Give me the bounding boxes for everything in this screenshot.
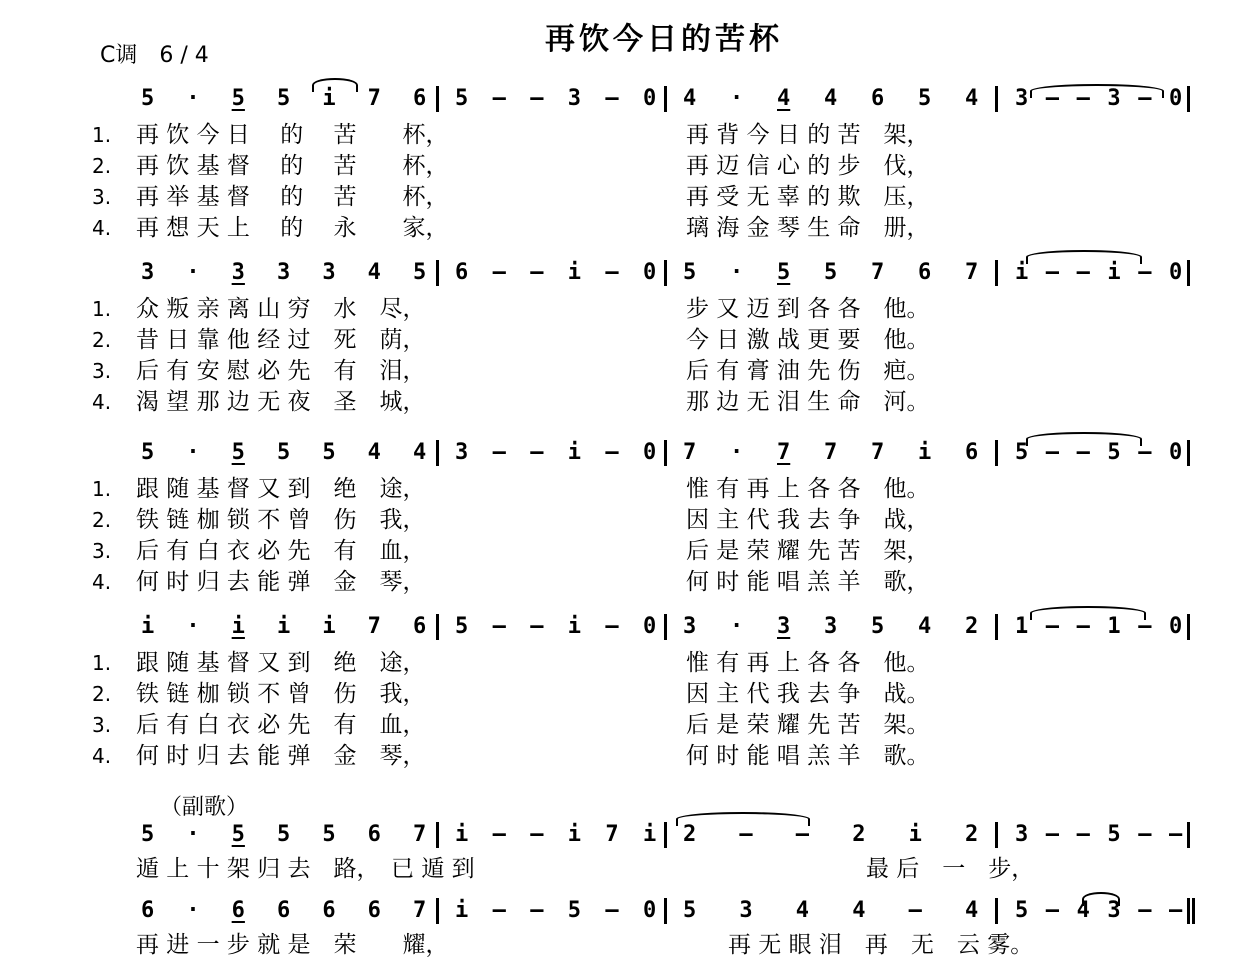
note: i	[322, 86, 336, 111]
tie-arc	[1026, 432, 1142, 446]
note: i	[567, 440, 582, 465]
verse-number: 2.	[92, 154, 112, 178]
note: 4	[965, 898, 979, 923]
dash-note: —	[605, 898, 619, 923]
lyric-line-first-half: 再 饮 基 督 的 苦 杯，	[136, 153, 449, 179]
note: 5	[777, 260, 791, 285]
barline	[436, 86, 439, 112]
lyric-line-second-half: 何 时 能 唱 羔 羊 歌，	[686, 569, 930, 595]
note: 7	[824, 440, 838, 465]
note: 4	[824, 86, 838, 111]
note: 2	[852, 822, 866, 847]
verse-number: 4.	[92, 216, 112, 240]
lyric-line-second-half: 惟 有 再 上 各 各 他。	[686, 650, 930, 676]
note: 3	[683, 614, 697, 639]
verse-number: 2.	[92, 682, 112, 706]
note: 3	[231, 260, 245, 285]
dot-note: ·	[186, 440, 200, 465]
verse-number: 3.	[92, 359, 112, 383]
note: 1	[1107, 614, 1121, 639]
note: 0	[1169, 260, 1183, 285]
notation-row	[0, 820, 1238, 852]
note: i	[918, 440, 932, 465]
chorus-lyric-1b: 最 后 一 步，	[866, 856, 1035, 882]
barline	[664, 898, 667, 924]
dash-note: —	[1076, 440, 1090, 465]
note: i	[567, 822, 582, 847]
lyric-line-first-half: 跟 随 基 督 又 到 绝 途，	[136, 476, 426, 502]
note: 5	[231, 440, 245, 465]
note: 6	[965, 440, 979, 465]
note: i	[322, 614, 336, 639]
note: 2	[683, 822, 697, 847]
note: 5	[141, 822, 155, 847]
dash-note: —	[1169, 898, 1183, 923]
note: 4	[413, 440, 427, 465]
barline	[436, 440, 439, 466]
dash-note: —	[1138, 440, 1152, 465]
note: 7	[777, 440, 791, 465]
lyric-line-first-half: 何 时 归 去 能 弹 金 琴，	[136, 569, 426, 595]
barline	[436, 260, 439, 286]
lyric-line-second-half: 因 主 代 我 去 争 战。	[686, 681, 930, 707]
tie-arc	[1030, 606, 1146, 620]
chorus-lyric-2a: 再 进 一 步 就 是 荣 耀，	[136, 932, 449, 958]
barline	[995, 86, 998, 112]
dash-note: —	[1045, 898, 1060, 923]
lyric-line-second-half: 璃 海 金 琴 生 命 册，	[686, 215, 930, 241]
barline	[1187, 260, 1190, 286]
note: i	[1107, 260, 1121, 285]
note: 4	[367, 440, 381, 465]
dash-note: —	[605, 86, 619, 111]
verse-number: 4.	[92, 744, 112, 768]
verse-number: 3.	[92, 185, 112, 209]
note: i	[643, 822, 657, 847]
dash-note: —	[795, 822, 810, 847]
lyric-line-second-half: 因 主 代 我 去 争 战，	[686, 507, 930, 533]
note: 5	[455, 86, 469, 111]
lyric-line-first-half: 再 举 基 督 的 苦 杯，	[136, 184, 449, 210]
note: i	[908, 822, 922, 847]
dash-note: —	[1076, 86, 1090, 111]
note: 6	[871, 86, 885, 111]
note: 5	[683, 898, 697, 923]
lyric-line-second-half: 今 日 激 战 更 要 他。	[686, 327, 930, 353]
dot-note: ·	[186, 614, 200, 639]
verse-number: 2.	[92, 508, 112, 532]
note: 2	[965, 614, 979, 639]
note: 7	[413, 822, 427, 847]
note: 7	[367, 86, 381, 111]
lyric-line-first-half: 众 叛 亲 离 山 穷 水 尽，	[136, 296, 426, 322]
note: 0	[643, 898, 657, 923]
barline	[436, 614, 439, 640]
note: 3	[277, 260, 291, 285]
lyric-line-second-half: 何 时 能 唱 羔 羊 歌。	[686, 743, 930, 769]
note: 4	[795, 898, 810, 923]
lyric-line-first-half: 后 有 安 慰 必 先 有 泪，	[136, 358, 426, 384]
note: i	[1015, 260, 1029, 285]
note: 5	[141, 86, 155, 111]
lyric-line-second-half: 惟 有 再 上 各 各 他。	[686, 476, 930, 502]
note: 7	[413, 898, 427, 923]
note: i	[455, 822, 469, 847]
barline	[1187, 822, 1190, 848]
lyric-line-first-half: 再 想 天 上 的 永 家，	[136, 215, 449, 241]
note: i	[231, 614, 245, 639]
dash-note: —	[605, 614, 619, 639]
chorus-label: （副歌）	[160, 795, 249, 820]
lyric-line-second-half: 步 又 迈 到 各 各 他。	[686, 296, 930, 322]
verse-number: 4.	[92, 390, 112, 414]
tie-arc	[1030, 84, 1164, 98]
verse-number: 1.	[92, 297, 112, 321]
final-barline	[1187, 898, 1195, 924]
barline	[436, 822, 439, 848]
note: 0	[1169, 614, 1183, 639]
lyric-line-first-half: 铁 链 枷 锁 不 曾 伤 我，	[136, 681, 426, 707]
notation-row	[0, 896, 1238, 928]
lyric-line-first-half: 后 有 白 衣 必 先 有 血，	[136, 712, 426, 738]
note: 4	[852, 898, 866, 923]
dash-note: —	[1138, 260, 1152, 285]
note: 5	[683, 260, 697, 285]
dot-note: ·	[730, 614, 744, 639]
note: 3	[1015, 822, 1029, 847]
note: 2	[965, 822, 979, 847]
note: 5	[231, 822, 245, 847]
note: 0	[1169, 440, 1183, 465]
dash-note: —	[492, 86, 506, 111]
verse-number: 1.	[92, 477, 112, 501]
note: 5	[1015, 440, 1029, 465]
barline	[664, 86, 667, 112]
dash-note: —	[1138, 614, 1152, 639]
note: 3	[739, 898, 753, 923]
dash-note: —	[605, 440, 619, 465]
dash-note: —	[1138, 822, 1152, 847]
note: 5	[1107, 822, 1121, 847]
dash-note: —	[1138, 898, 1152, 923]
lyric-line-second-half: 那 边 无 泪 生 命 河。	[686, 389, 930, 415]
lyric-line-first-half: 何 时 归 去 能 弹 金 琴，	[136, 743, 426, 769]
note: 3	[455, 440, 469, 465]
note: 5	[918, 86, 932, 111]
tie-arc	[1026, 250, 1142, 264]
chorus-lyric-2b: 再 无 眼 泪 再 无 云 雾。	[728, 932, 1034, 958]
lyric-line-second-half: 再 迈 信 心 的 步 伐，	[686, 153, 930, 179]
lyric-line-second-half: 再 背 今 日 的 苦 架，	[686, 122, 930, 148]
note: 3	[824, 614, 838, 639]
dot-note: ·	[730, 440, 744, 465]
note: 3	[567, 86, 582, 111]
note: 5	[413, 260, 427, 285]
barline	[1187, 440, 1190, 466]
dash-note: —	[530, 440, 544, 465]
note: 7	[965, 260, 979, 285]
dash-note: —	[530, 260, 544, 285]
verse-number: 1.	[92, 651, 112, 675]
dot-note: ·	[730, 260, 744, 285]
dash-note: —	[530, 822, 544, 847]
note: 5	[277, 440, 291, 465]
tie-arc	[1082, 892, 1120, 906]
barline	[995, 440, 998, 466]
note: 0	[1169, 86, 1183, 111]
note: 6	[918, 260, 932, 285]
barline	[664, 614, 667, 640]
dash-note: —	[492, 260, 506, 285]
dash-note: —	[1076, 260, 1090, 285]
barline	[1187, 86, 1190, 112]
lyric-line-second-half: 后 有 膏 油 先 伤 疤。	[686, 358, 930, 384]
dash-note: —	[1076, 822, 1090, 847]
dash-note: —	[1138, 86, 1152, 111]
note: 6	[413, 614, 427, 639]
dash-note: —	[1076, 614, 1090, 639]
dot-note: ·	[186, 898, 200, 923]
note: 6	[277, 898, 291, 923]
dot-note: ·	[186, 822, 200, 847]
dash-note: —	[1045, 260, 1060, 285]
dash-note: —	[530, 898, 544, 923]
note: 0	[643, 440, 657, 465]
note: 1	[1015, 614, 1029, 639]
note: i	[567, 614, 582, 639]
note: i	[455, 898, 469, 923]
note: 5	[322, 440, 336, 465]
note: 5	[231, 86, 245, 111]
note: 4	[918, 614, 932, 639]
note: 7	[683, 440, 697, 465]
lyric-line-first-half: 跟 随 基 督 又 到 绝 途，	[136, 650, 426, 676]
note: 3	[1107, 898, 1121, 923]
note: i	[567, 260, 582, 285]
key-signature: C调 6 / 4	[100, 43, 209, 68]
note: 6	[367, 822, 381, 847]
dash-note: —	[492, 898, 506, 923]
verse-number: 2.	[92, 328, 112, 352]
note: 7	[605, 822, 619, 847]
chorus-lyric-1a: 遁 上 十 架 归 去 路， 已 遁 到	[136, 856, 475, 882]
dash-note: —	[1169, 822, 1183, 847]
dot-note: ·	[730, 86, 744, 111]
lyric-line-first-half: 后 有 白 衣 必 先 有 血，	[136, 538, 426, 564]
note: 4	[1076, 898, 1090, 923]
song-title: 再饮今日的苦杯	[545, 22, 783, 57]
tie-arc	[676, 812, 810, 826]
barline	[995, 260, 998, 286]
note: 5	[322, 822, 336, 847]
note: i	[141, 614, 155, 639]
note: 3	[141, 260, 155, 285]
lyric-line-second-half: 再 受 无 辜 的 欺 压，	[686, 184, 930, 210]
note: 4	[777, 86, 791, 111]
verse-number: 3.	[92, 539, 112, 563]
lyric-line-second-half: 后 是 荣 耀 先 苦 架。	[686, 712, 930, 738]
note: 5	[277, 822, 291, 847]
dot-note: ·	[186, 260, 200, 285]
dash-note: —	[530, 614, 544, 639]
tie-arc	[312, 78, 358, 92]
note: 5	[141, 440, 155, 465]
verse-number: 3.	[92, 713, 112, 737]
dot-note: ·	[186, 86, 200, 111]
note: 3	[1107, 86, 1121, 111]
verse-number: 1.	[92, 123, 112, 147]
barline	[995, 822, 998, 848]
note: 3	[322, 260, 336, 285]
dash-note: —	[492, 614, 506, 639]
note: 6	[455, 260, 469, 285]
note: 5	[824, 260, 838, 285]
dash-note: —	[1045, 614, 1060, 639]
note: 3	[1015, 86, 1029, 111]
note: 6	[367, 898, 381, 923]
barline	[995, 614, 998, 640]
note: 3	[777, 614, 791, 639]
barline	[995, 898, 998, 924]
note: 7	[367, 614, 381, 639]
verse-number: 4.	[92, 570, 112, 594]
note: 6	[322, 898, 336, 923]
note: 4	[367, 260, 381, 285]
lyric-line-first-half: 渴 望 那 边 无 夜 圣 城，	[136, 389, 426, 415]
note: 5	[1107, 440, 1121, 465]
note: 0	[643, 614, 657, 639]
note: 5	[1015, 898, 1029, 923]
note: 5	[567, 898, 582, 923]
note: 5	[871, 614, 885, 639]
note: 5	[455, 614, 469, 639]
note: 5	[277, 86, 291, 111]
note: 0	[643, 260, 657, 285]
note: 4	[683, 86, 697, 111]
dash-note: —	[605, 260, 619, 285]
note: 6	[413, 86, 427, 111]
dash-note: —	[908, 898, 922, 923]
dash-note: —	[1045, 822, 1060, 847]
note: 6	[141, 898, 155, 923]
barline	[436, 898, 439, 924]
dash-note: —	[492, 822, 506, 847]
barline	[664, 440, 667, 466]
dash-note: —	[1045, 86, 1060, 111]
note: 7	[871, 440, 885, 465]
lyric-line-first-half: 铁 链 枷 锁 不 曾 伤 我，	[136, 507, 426, 533]
note: 6	[231, 898, 245, 923]
dash-note: —	[739, 822, 753, 847]
note: 7	[871, 260, 885, 285]
dash-note: —	[530, 86, 544, 111]
lyric-line-first-half: 再 饮 今 日 的 苦 杯，	[136, 122, 449, 148]
note: i	[277, 614, 291, 639]
note: 0	[643, 86, 657, 111]
lyric-line-first-half: 昔 日 靠 他 经 过 死 荫，	[136, 327, 426, 353]
dash-note: —	[492, 440, 506, 465]
barline	[664, 822, 667, 848]
lyric-line-second-half: 后 是 荣 耀 先 苦 架，	[686, 538, 930, 564]
dash-note: —	[1045, 440, 1060, 465]
barline	[664, 260, 667, 286]
barline	[1187, 614, 1190, 640]
note: 4	[965, 86, 979, 111]
